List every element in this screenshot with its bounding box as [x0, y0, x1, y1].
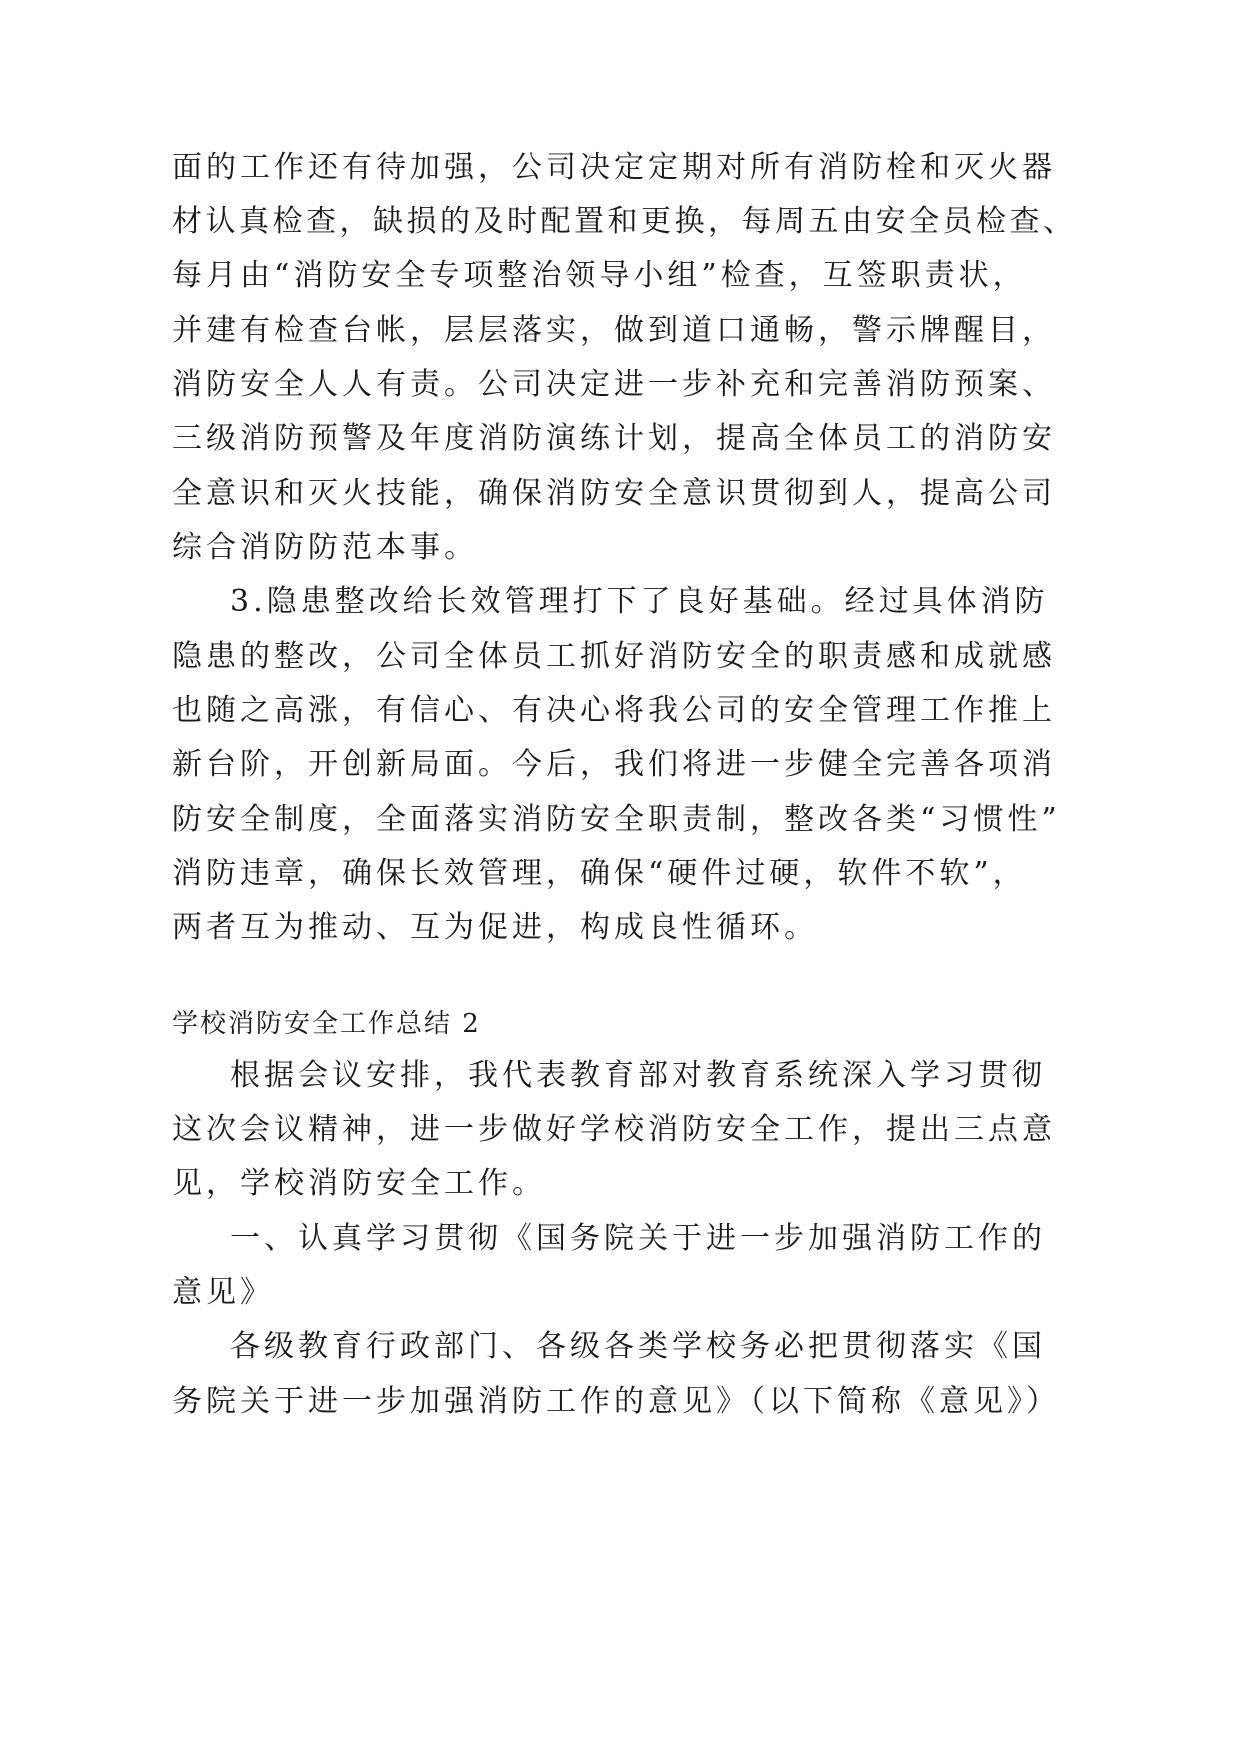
- paragraph-line: 全意识和灭火技能，确保消防安全意识贯彻到人，提高公司: [172, 476, 1056, 511]
- section-title: 学校消防安全工作总结 2: [172, 1009, 481, 1039]
- paragraph-line: 防安全制度，全面落实消防安全职责制，整改各类“习惯性”: [172, 802, 1061, 837]
- paragraph-line: 一、认真学习贯彻《国务院关于进一步加强消防工作的: [230, 1221, 1046, 1256]
- paragraph-line: 三级消防预警及年度消防演练计划，提高全体员工的消防安: [172, 421, 1056, 456]
- paragraph-line: 综合消防防范本事。: [172, 530, 478, 565]
- paragraph-line: 消防违章，确保长效管理，确保“硬件过硬，软件不软”，: [172, 856, 1027, 891]
- paragraph-line: 两者互为推动、互为促进，构成良性循环。: [172, 910, 818, 945]
- paragraph-line: 意见》: [172, 1275, 274, 1310]
- paragraph-line: 每月由“消防安全专项整治领导小组”检查，互签职责状，: [172, 258, 1027, 293]
- paragraph-line: 见，学校消防安全工作。: [172, 1166, 546, 1201]
- paragraph-line: 这次会议精神，进一步做好学校消防安全工作，提出三点意: [172, 1112, 1056, 1147]
- paragraph-line: 也随之高涨，有信心、有决心将我公司的安全管理工作推上: [172, 693, 1056, 728]
- paragraph-line: 面的工作还有待加强，公司决定定期对所有消防栓和灭火器: [172, 150, 1056, 185]
- paragraph-line: 3.隐患整改给长效管理打下了良好基础。经过具体消防: [230, 584, 1049, 619]
- paragraph-line: 材认真检查，缺损的及时配置和更换，每周五由安全员检查、: [172, 204, 1077, 239]
- paragraph-line: 并建有检查台帐，层层落实，做到道口通畅，警示牌醒目，: [172, 313, 1056, 348]
- paragraph-line: 消防安全人人有责。公司决定进一步补充和完善消防预案、: [172, 367, 1056, 402]
- paragraph-line: 务院关于进一步加强消防工作的意见》（以下简称《意见》）: [172, 1384, 1060, 1419]
- paragraph-line: 新台阶，开创新局面。今后，我们将进一步健全完善各项消: [172, 747, 1056, 782]
- paragraph-line: 隐患的整改，公司全体员工抓好消防安全的职责感和成就感: [172, 639, 1056, 674]
- paragraph-line: 各级教育行政部门、各级各类学校务必把贯彻落实《国: [230, 1329, 1046, 1364]
- paragraph-line: 根据会议安排，我代表教育部对教育系统深入学习贯彻: [230, 1058, 1046, 1093]
